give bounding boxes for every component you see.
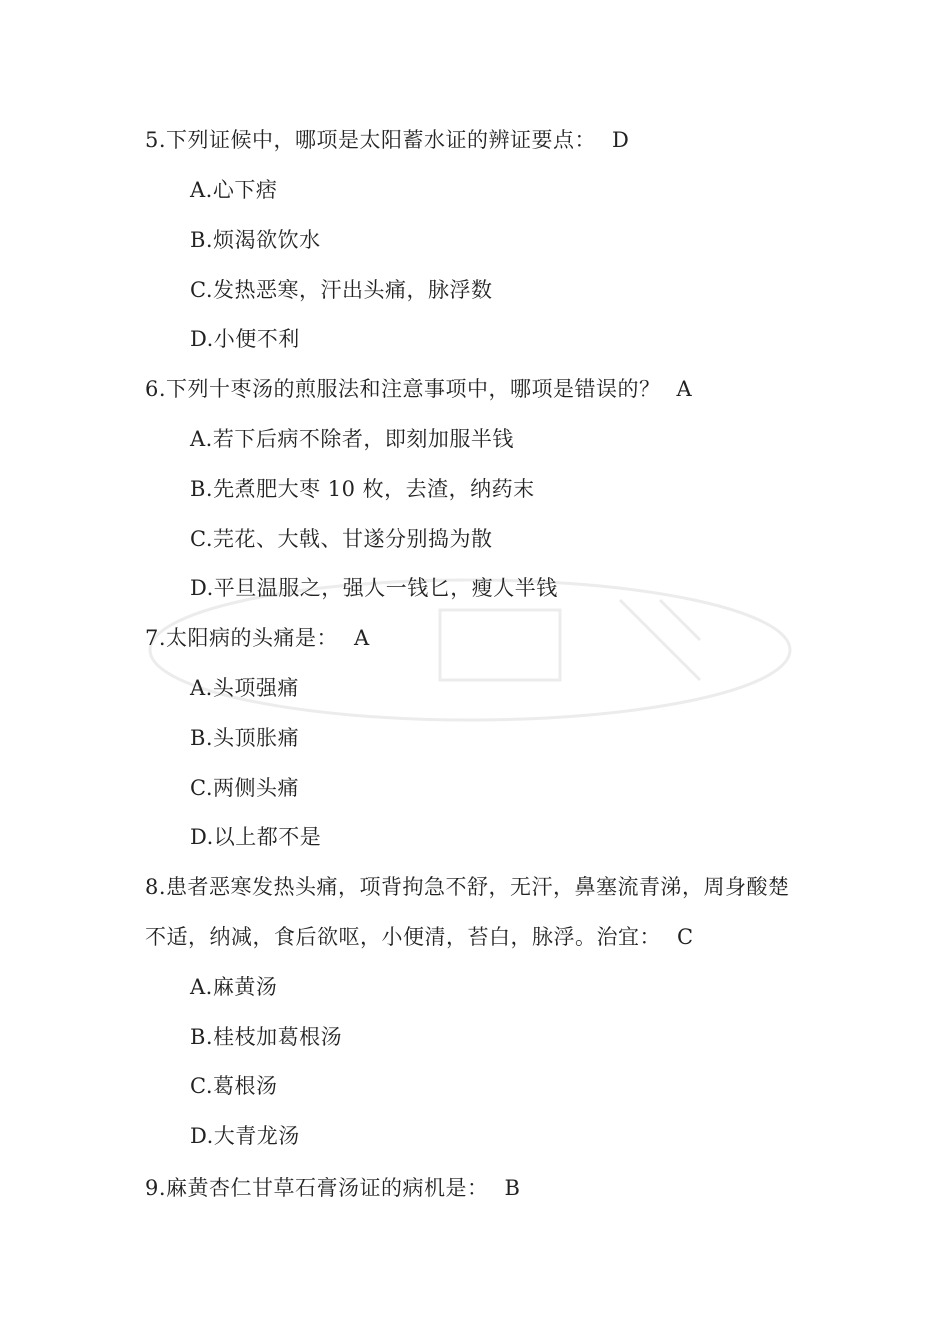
question-6 (145, 375, 692, 403)
option-8c: C.葛根汤 (190, 1074, 278, 1098)
option-6a: A.若下后病不除者，即刻加服半钱 (190, 427, 514, 451)
answer-letter: A (354, 626, 370, 650)
option-7c: C.两侧头痛 (190, 776, 299, 800)
question-5 (145, 126, 629, 154)
option-8d: D.大青龙汤 (190, 1124, 300, 1148)
answer-letter: C (677, 925, 694, 949)
question-text: 9.麻黄杏仁甘草石膏汤证的病机是： (145, 1176, 489, 1200)
question-text: 不适，纳减，食后欲呕，小便清，苔白，脉浮。治宜： (145, 925, 661, 949)
option-7b: B.头顶胀痛 (190, 726, 300, 750)
option-6c: C.芫花、大戟、甘遂分别捣为散 (190, 527, 493, 551)
question-text: 6.下列十枣汤的煎服法和注意事项中，哪项是错误的？ (145, 377, 661, 401)
question-text: 5.下列证候中，哪项是太阳蓄水证的辨证要点： (145, 128, 597, 152)
question-7 (145, 624, 370, 652)
option-8a: A.麻黄汤 (190, 975, 278, 999)
option-7d: D.以上都不是 (190, 825, 322, 849)
question-9 (145, 1174, 520, 1202)
option-5b: B.烦渴欲饮水 (190, 228, 321, 252)
answer-letter: D (612, 128, 630, 152)
question-8-line2 (145, 923, 694, 951)
question-text: 7.太阳病的头痛是： (145, 626, 339, 650)
option-5d: D.小便不利 (190, 327, 300, 351)
option-7a: A.头项强痛 (190, 676, 299, 700)
option-6d: D.平旦温服之，强人一钱匕，瘦人半钱 (190, 576, 558, 600)
option-5c: C.发热恶寒，汗出头痛，脉浮数 (190, 278, 493, 302)
option-5a: A.心下痞 (190, 178, 278, 202)
question-8-line1: 8.患者恶寒发热头痛，项背拘急不舒，无汗，鼻塞流青涕，周身酸楚 (145, 875, 790, 899)
answer-letter: A (676, 377, 693, 401)
option-6b: B.先煮肥大枣 10 枚，去渣，纳药末 (190, 477, 535, 501)
option-8b: B.桂枝加葛根汤 (190, 1025, 343, 1049)
answer-letter: B (504, 1176, 521, 1200)
